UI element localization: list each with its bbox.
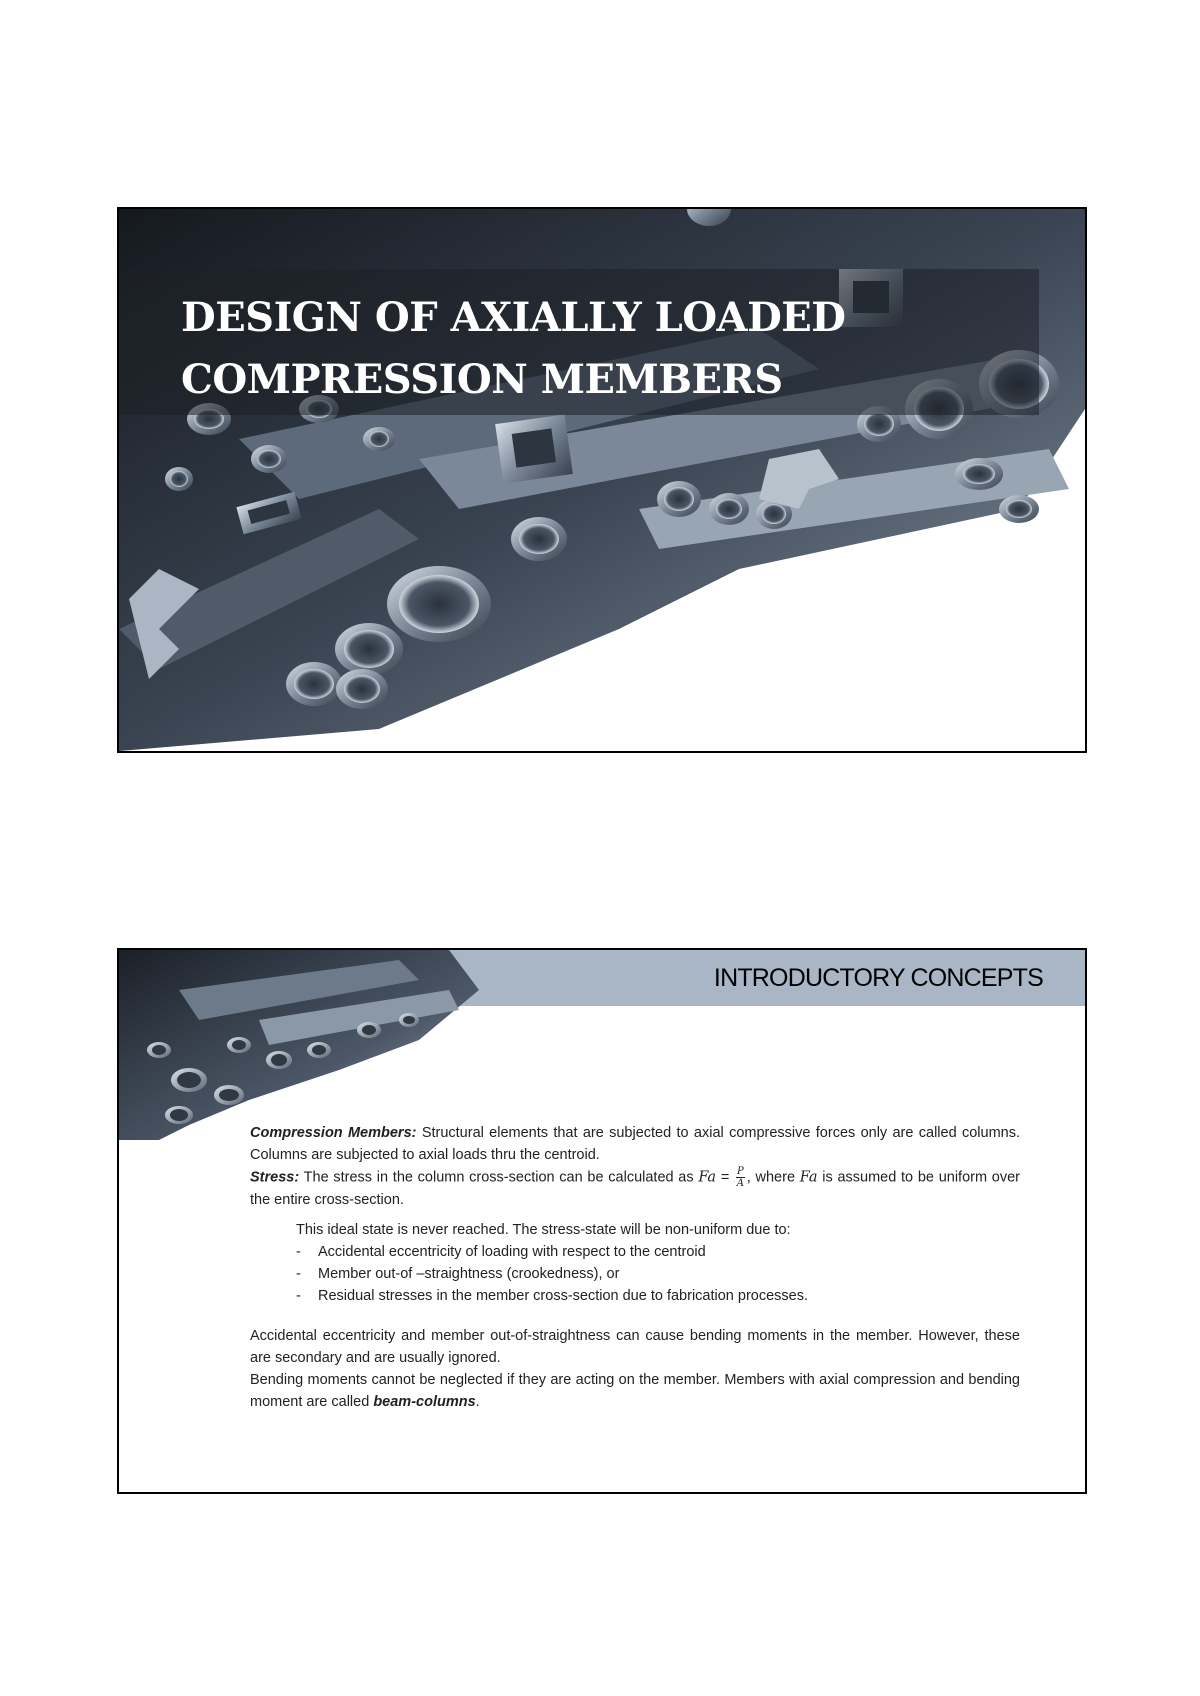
slide-body: [250, 1122, 1020, 1413]
stress-paragraph: [250, 1166, 1020, 1211]
beam-columns-term: beam-columns: [373, 1394, 476, 1410]
list-item: [296, 1241, 1020, 1263]
bending-text: Bending moments cannot be neglected if they are acting on the member. Members with axial compression and bending moment are called: [250, 1372, 1020, 1410]
formula-lhs: Fa: [698, 1169, 717, 1186]
list-dash: -: [296, 1266, 301, 1282]
list-dash: -: [296, 1244, 301, 1260]
stress-text-before: The stress in the column cross-section can be calculated as: [303, 1169, 694, 1186]
list-item-text: Residual stresses in the member cross-section due to fabrication processes.: [318, 1288, 808, 1304]
compression-members-term: Compression Members:: [250, 1125, 417, 1141]
title-slide: [117, 207, 1087, 753]
formula-variable: Fa: [799, 1169, 818, 1186]
list-dash: -: [296, 1288, 301, 1304]
slide-title-line-2: COMPRESSION MEMBERS: [181, 356, 783, 403]
bending-paragraph: [250, 1369, 1020, 1413]
list-item-text: Accidental eccentricity of loading with respect to the centroid: [318, 1244, 706, 1260]
formula-numerator: P: [737, 1166, 744, 1177]
formula-fraction: [736, 1166, 745, 1189]
list-item: [296, 1263, 1020, 1285]
formula-equals: =: [720, 1169, 730, 1186]
spacer: [250, 1307, 1020, 1325]
stress-text-mid: , where: [746, 1169, 796, 1186]
list-item: [296, 1285, 1020, 1307]
introductory-concepts-slide: [117, 948, 1087, 1494]
compression-members-paragraph: [250, 1122, 1020, 1166]
steel-profiles-corner-image: [119, 950, 479, 1140]
compression-members-text: Structural elements that are subjected to axial compressive forces only are called columns. Columns are subjected to axial loads thru the centroid.: [250, 1125, 1020, 1163]
slide-heading: INTRODUCTORY CONCEPTS: [713, 964, 1043, 992]
stress-term: Stress:: [250, 1169, 300, 1186]
eccentricity-paragraph: Accidental eccentricity and member out-of-straightness can cause bending moments in the member. However, these are secondary and are usually ignored.: [250, 1328, 1020, 1366]
slide-title: [181, 287, 845, 411]
formula-denominator: A: [736, 1178, 745, 1189]
stress-text-after: is assumed to be uniform over the entire cross-section.: [250, 1169, 1020, 1208]
ideal-state-intro: This ideal state is never reached. The stress-state will be non-uniform due to:: [296, 1222, 791, 1238]
list-item-text: Member out-of –straightness (crookedness), or: [318, 1266, 620, 1282]
bending-end: .: [475, 1394, 480, 1410]
causes-list: [296, 1241, 1020, 1307]
slide-title-line-1: DESIGN OF AXIALLY LOADED: [181, 294, 846, 341]
non-uniform-causes: [296, 1219, 1020, 1307]
